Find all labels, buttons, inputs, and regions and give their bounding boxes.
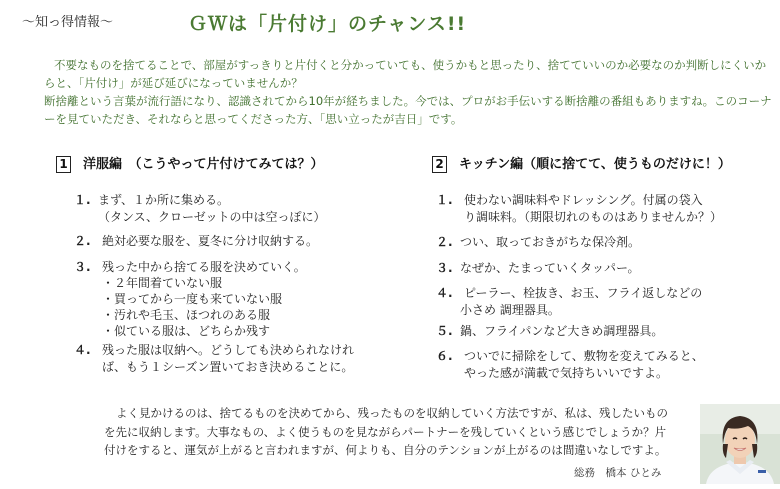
sub-item: ・似ている服は、どちらか残す — [102, 324, 271, 338]
item-text: まず、１か所に集める。 — [98, 193, 230, 207]
item-number: １. — [74, 193, 91, 207]
item-text: ば、もう１シーズン置いておき決めることに。 — [102, 360, 354, 374]
item-text: やった感が満載で気持ちいいですよ。 — [464, 366, 669, 380]
item-text: 残った中から捨てる服を決めていく。 — [102, 260, 306, 274]
item-text: 残った服は収納へ。どうしても決められなけれ — [102, 343, 355, 357]
sub-item: ・汚れや毛玉、ほつれのある服 — [102, 308, 271, 322]
page-title: ＧＷは「片付け」のチャンス!! — [188, 13, 467, 35]
item-text: ピーラー、栓抜き、お玉、フライ返しなどの — [464, 286, 703, 300]
author-signature: 総務 橋本 ひとみ — [574, 467, 662, 479]
item-number: ６. — [436, 349, 453, 363]
section-1-heading — [56, 153, 324, 173]
sub-item: ・２年間着ていない服 — [102, 276, 223, 290]
section-2-number: 2 — [432, 156, 447, 173]
section-2-heading — [432, 153, 731, 173]
item-number: ２. — [436, 235, 453, 249]
section-2-title: キッチン編（順に捨てて、使うものだけに！） — [459, 157, 731, 172]
section-1-number: 1 — [56, 156, 71, 173]
author-photo-illustration — [700, 404, 780, 484]
item-number: ４. — [74, 343, 91, 357]
sub-item: ・買ってから一度も来ていない服 — [102, 292, 283, 306]
item-number: ２. — [74, 234, 91, 248]
item-number: ４. — [436, 286, 453, 300]
intro-paragraph-2: 断捨離という言葉が流行語になり、認識されてから10年が経ちました。今では、プロがお手伝いする断捨離の番組もありますね。このコーナーを見ていただき、それならと思ってくださった方、「思い立ったが吉日」です。 — [44, 94, 772, 126]
item-text: ついでに掃除をして、敷物を変えてみると、 — [464, 349, 704, 363]
item-text: （タンス、クローゼットの中は空っぽに） — [98, 210, 326, 224]
item-text: 使わない調味料やドレッシング。付属の袋入 — [464, 193, 703, 207]
item-text: 小さめ 調理器具。 — [460, 303, 560, 317]
section-1-title: 洋服編 （こうやって片付けてみては？） — [83, 157, 324, 172]
section-1-list — [74, 192, 394, 392]
author-photo — [700, 404, 780, 484]
item-text: 鍋、フライパンなど大きめ調理器具。 — [460, 324, 664, 338]
item-text: り調味料。（期限切れのものはありませんか？） — [464, 210, 723, 224]
item-text: つい、取っておきがちな保冷剤。 — [460, 235, 641, 249]
intro-paragraph-1: 不要なものを捨てることで、部屋がすっきりと片付くと分かっていても、使うかもと思ったり、捨てていいのか必要なのか判断しにくいからと、「片付け」が延び延びになっていませんか？ — [44, 58, 767, 90]
item-number: ３. — [74, 260, 91, 274]
closing-paragraph: よく見かけるのは、捨てるものを決めてから、残ったものを収納していく方法ですが、私は、残したいものを先に収納します。大事なもの、よく使うものを見ながらパートナーを残していくという感じでしょうか？片付けをすると、運気が上がると言われますが、何よりも、自分のテンションが上がるのは間違いなしですよ。 — [104, 406, 668, 457]
item-number: ３. — [436, 261, 453, 275]
item-text: なぜか、たまっていくタッパー。 — [460, 261, 640, 275]
item-text: 絶対必要な服を、夏冬に分け収納する。 — [102, 234, 319, 248]
corner-label: 〜知っ得情報〜 — [22, 15, 114, 30]
intro-text — [44, 56, 772, 128]
item-number: １. — [436, 193, 453, 207]
item-number: ５. — [436, 324, 453, 338]
section-2-list — [436, 192, 766, 392]
